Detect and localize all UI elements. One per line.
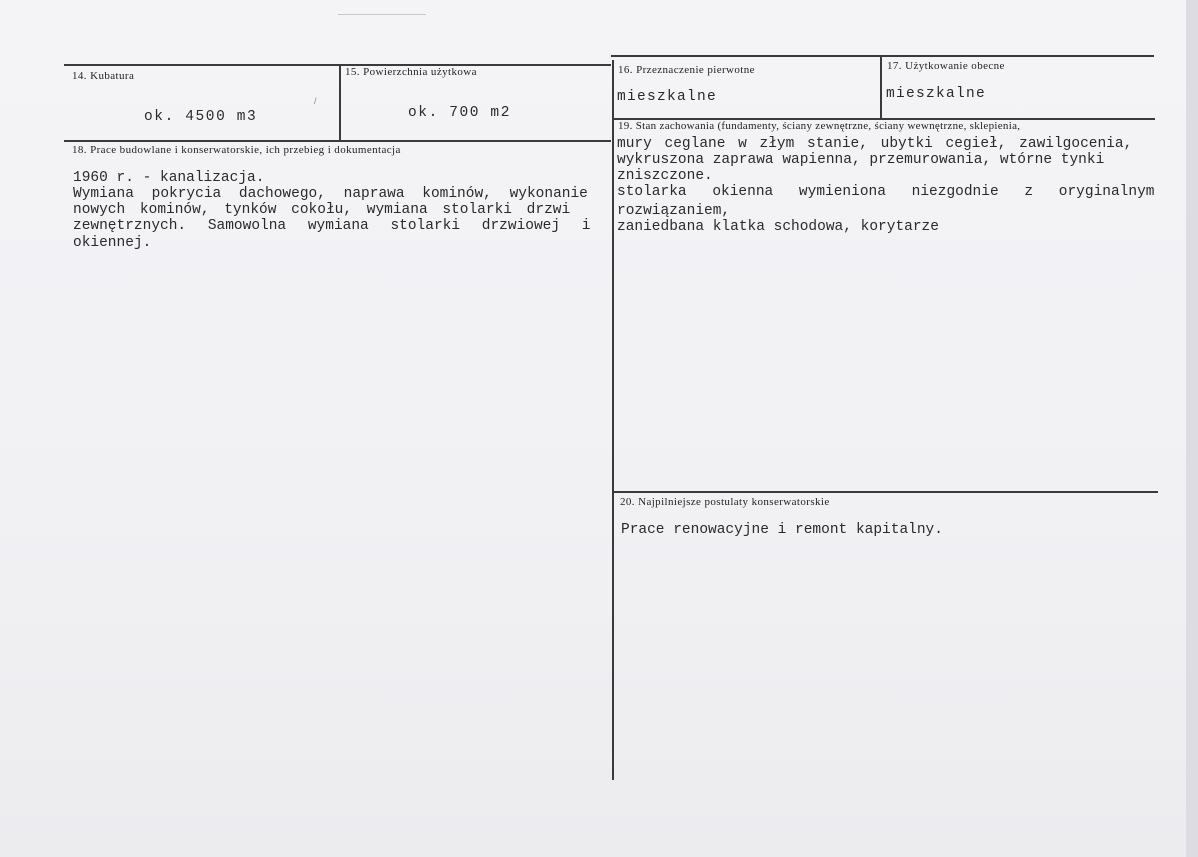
field-19-line: rozwiązaniem, <box>617 203 731 219</box>
field-19-line: zaniedbana klatka schodowa, korytarze <box>617 219 939 235</box>
rule-row1-bottom-left <box>64 140 611 142</box>
rule-20-top <box>612 491 1158 493</box>
field-16-value: mieszkalne <box>617 89 718 105</box>
field-17-value: mieszkalne <box>886 86 987 102</box>
field-18-line: zewnętrznych. Samowolna wymiana stolarki drzwiowej i <box>73 218 591 234</box>
field-15-value: ok. 700 m2 <box>408 105 512 121</box>
field-19-label: 19. Stan zachowania (fundamenty, ściany zewnętrzne, ściany wewnętrzne, sklepienia, <box>618 120 1021 132</box>
field-18-line: okiennej. <box>73 235 152 251</box>
field-18-label: 18. Prace budowlane i konserwatorskie, ich przebieg i dokumentacja <box>72 144 401 156</box>
rule-top-right <box>611 55 1154 57</box>
field-14-label: 14. Kubatura <box>72 70 135 82</box>
field-20-label: 20. Najpilniejsze postulaty konserwatorskie <box>620 496 830 508</box>
field-19-line: mury ceglane w złym stanie, ubytki cegieł, zawilgocenia, <box>617 136 1133 152</box>
rule-16-17-sep <box>880 56 882 118</box>
field-18-line: nowych kominów, tynków cokołu, wymiana stolarki drzwi <box>73 202 571 218</box>
top-faint-rule <box>338 14 426 15</box>
rule-top-left <box>64 64 611 66</box>
scan-edge <box>1186 0 1198 857</box>
field-14-value: ok. 4500 m3 <box>144 109 258 125</box>
rule-14-15-sep <box>339 64 341 140</box>
field-18-line: Wymiana pokrycia dachowego, naprawa kominów, wykonanie <box>73 186 588 202</box>
field-17-label: 17. Użytkowanie obecne <box>887 60 1005 72</box>
field-16-label: 16. Przeznaczenie pierwotne <box>618 64 755 76</box>
field-18-line: 1960 r. - kanalizacja. <box>73 170 265 186</box>
field-19-line: zniszczone. <box>617 168 713 184</box>
stray-mark: / <box>314 96 317 106</box>
rule-main-vertical <box>612 60 614 780</box>
field-20-value: Prace renowacyjne i remont kapitalny. <box>621 522 943 538</box>
field-19-line: wykruszona zaprawa wapienna, przemurowania, wtórne tynki <box>617 152 1105 168</box>
field-15-label: 15. Powierzchnia użytkowa <box>345 66 477 78</box>
field-19-line: stolarka okienna wymieniona niezgodnie z oryginalnym <box>617 184 1155 200</box>
